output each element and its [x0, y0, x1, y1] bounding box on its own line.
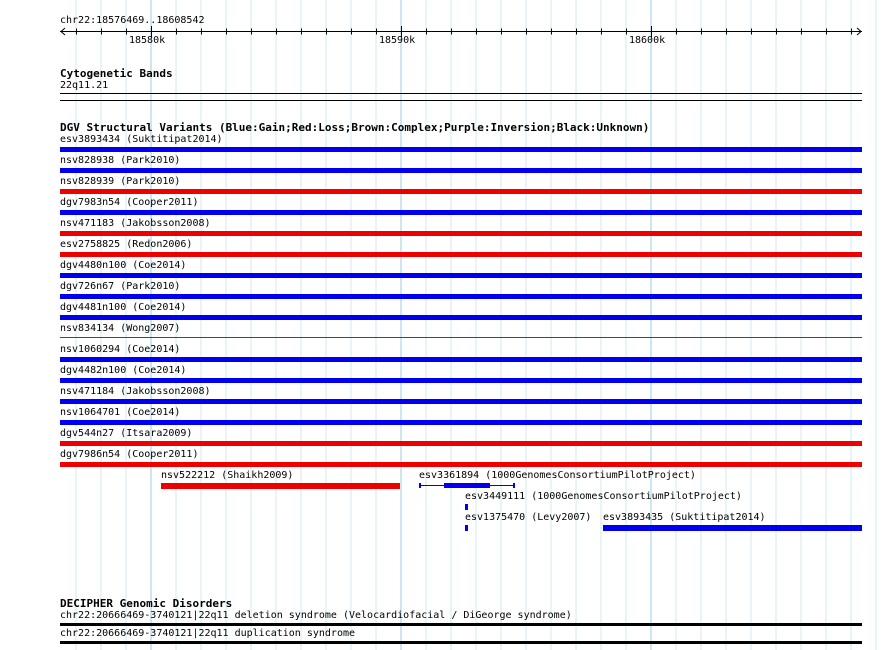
variant-bar[interactable] — [60, 315, 862, 320]
variant-bar[interactable] — [513, 483, 515, 488]
variant-bar[interactable] — [465, 504, 468, 510]
variant-label[interactable]: nsv1064701 (Coe2014) — [60, 407, 181, 418]
variant-label[interactable]: esv1375470 (Levy2007) — [465, 512, 592, 523]
variant-label[interactable]: nsv834134 (Wong2007) — [60, 323, 181, 334]
variant-label[interactable]: dgv4480n100 (Coe2014) — [60, 260, 187, 271]
variant-bar[interactable] — [60, 378, 862, 383]
variant-bar[interactable] — [444, 483, 490, 488]
variant-label[interactable]: dgv544n27 (Itsara2009) — [60, 428, 193, 439]
variant-bar[interactable] — [60, 147, 862, 152]
variant-bar[interactable] — [60, 441, 862, 446]
variant-label[interactable]: nsv522212 (Shaikh2009) — [161, 470, 294, 481]
variant-label[interactable]: nsv828938 (Park2010) — [60, 155, 181, 166]
variant-label[interactable]: nsv1060294 (Coe2014) — [60, 344, 181, 355]
dgv-track-title: DGV Structural Variants (Blue:Gain;Red:Loss;Brown:Complex;Purple:Inversion;Black:Unknown) — [60, 121, 650, 134]
variant-label[interactable]: nsv471183 (Jakobsson2008) — [60, 218, 211, 229]
cytoband-bar[interactable] — [60, 93, 862, 94]
variant-label[interactable]: esv2758825 (Redon2006) — [60, 239, 193, 250]
decipher-item-label[interactable]: chr22:20666469-3740121|22q11 deletion syndrome (Velocardiofacial / DiGeorge syndrome) — [60, 610, 572, 621]
variant-label[interactable]: dgv7983n54 (Cooper2011) — [60, 197, 199, 208]
variant-label[interactable]: dgv4482n100 (Coe2014) — [60, 365, 187, 376]
decipher-track-title: DECIPHER Genomic Disorders — [60, 597, 233, 610]
variant-bar[interactable] — [60, 462, 862, 467]
variant-label[interactable]: esv3449111 (1000GenomesConsortiumPilotProject) — [465, 491, 742, 502]
variant-label[interactable]: dgv726n67 (Park2010) — [60, 281, 181, 292]
variant-bar[interactable] — [60, 252, 862, 257]
variant-bar[interactable] — [60, 357, 862, 362]
variant-label[interactable]: dgv7986n54 (Cooper2011) — [60, 449, 199, 460]
variant-bar[interactable] — [60, 168, 862, 173]
cytoband-name[interactable]: 22q11.21 — [60, 80, 109, 91]
variant-label[interactable]: nsv828939 (Park2010) — [60, 176, 181, 187]
variant-bar[interactable] — [419, 483, 421, 488]
variant-bar[interactable] — [60, 189, 862, 194]
variant-label[interactable]: dgv4481n100 (Coe2014) — [60, 302, 187, 313]
variant-bar[interactable] — [60, 231, 862, 236]
location-label: chr22:18576469..18608542 — [60, 15, 205, 26]
variant-bar[interactable] — [60, 294, 862, 299]
variant-bar[interactable] — [603, 525, 862, 531]
decipher-bar[interactable] — [60, 641, 862, 644]
variant-bar[interactable] — [60, 399, 862, 404]
variant-label[interactable]: nsv471184 (Jakobsson2008) — [60, 386, 211, 397]
variant-bar[interactable] — [465, 525, 468, 531]
tick-label: 18600k — [629, 35, 666, 46]
tick-label: 18590k — [379, 35, 416, 46]
variant-bar[interactable] — [60, 420, 862, 425]
tick-label: 18580k — [129, 35, 166, 46]
variant-label[interactable]: esv3361894 (1000GenomesConsortiumPilotProject) — [419, 470, 696, 481]
variant-bar[interactable] — [161, 483, 400, 489]
variant-label[interactable]: esv3893435 (Suktitipat2014) — [603, 512, 766, 523]
decipher-item-label[interactable]: chr22:20666469-3740121|22q11 duplication syndrome — [60, 628, 356, 639]
variant-bar[interactable] — [60, 337, 862, 338]
cytoband-track-title: Cytogenetic Bands — [60, 67, 173, 80]
decipher-bar[interactable] — [60, 623, 862, 626]
variant-bar[interactable] — [60, 210, 862, 215]
variant-label[interactable]: esv3893434 (Suktitipat2014) — [60, 134, 223, 145]
cytoband-bar[interactable] — [60, 100, 862, 101]
variant-bar[interactable] — [60, 273, 862, 278]
